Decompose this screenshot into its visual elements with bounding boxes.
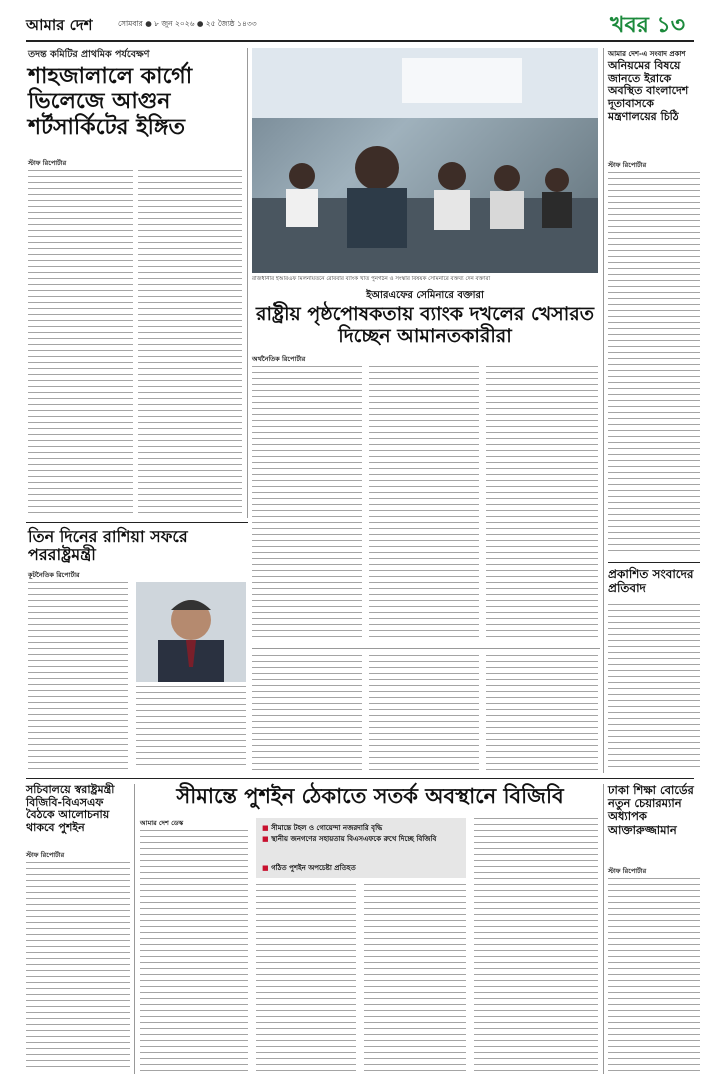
bullet-box: [256, 818, 466, 878]
column-divider: [247, 48, 248, 518]
seminar-photo: [252, 48, 598, 273]
story-rebuttal: [608, 562, 700, 772]
byline: কূটনৈতিক রিপোর্টার: [28, 571, 80, 579]
minister-portrait-art: [136, 582, 246, 682]
byline: স্টাফ রিপোর্টার: [26, 851, 65, 859]
headline: সচিবালয়ে স্বরাষ্ট্রমন্ত্রী বিজিবি-বিএসএফ বৈঠকে আলোচনায় থাকবে পুশইন: [26, 783, 115, 834]
minister-portrait: [136, 582, 246, 682]
bullet-item: [262, 835, 462, 844]
body-text: [608, 878, 700, 1072]
body-text-col-1: [140, 830, 248, 1072]
story-russia-continued: [252, 655, 600, 773]
body-text-col-1: [252, 366, 362, 641]
kicker: ইআরএফের সেমিনারে বক্তারা: [366, 290, 484, 301]
body-text-col-1: [28, 582, 128, 770]
dateline: সোমবার ● ৮ জুন ২০২৬ ● ২৫ জ্যৈষ্ঠ ১৪৩৩: [118, 19, 257, 28]
byline: অর্থনৈতিক রিপোর্টার: [252, 355, 306, 363]
byline: আমার দেশ ডেস্ক: [140, 819, 184, 827]
story-dhaka-board: [608, 784, 700, 1074]
body-text-col-2: [138, 170, 242, 514]
body-text: [608, 604, 700, 770]
story-russia: [26, 528, 248, 773]
byline: স্টাফ রিপোর্টার: [608, 867, 647, 875]
photo-caption: রাজধানীর ইআরএফ মিলনায়তনে রোববার ব্যাংক খাত পুনর্গঠন ও সংস্কার বিষয়ক সেমিনারে বক্তব্য দেন বক্তারা: [252, 276, 491, 282]
body-text: [26, 862, 130, 1072]
divider: [608, 562, 700, 563]
seminar-photo-art: [252, 48, 598, 273]
story-bgb: [140, 784, 600, 1074]
body-text: [608, 172, 700, 554]
bullet-item: [262, 862, 462, 874]
body-text-col-4: [474, 818, 598, 1072]
column-divider: [603, 784, 604, 1074]
story-bank: [252, 48, 600, 643]
body-text-col-3: [486, 655, 598, 773]
body-text-col-2: [369, 655, 479, 773]
body-text-col-1: [252, 655, 362, 773]
headline: সীমান্তে পুশইন ঠেকাতে সতর্ক অবস্থানে বিজিবি: [176, 784, 564, 808]
masthead-divider: [26, 40, 694, 42]
headline: তিন দিনের রাশিয়া সফরে পররাষ্ট্রমন্ত্রী: [28, 527, 188, 565]
paper-name: আমার দেশ: [26, 16, 93, 34]
column-divider: [603, 48, 604, 773]
bullet-marker-icon: ■: [262, 824, 272, 832]
body-text-col-2: [369, 366, 479, 641]
bullet-text: গঠিত পুশইন অপচেষ্টা প্রতিহত: [271, 864, 356, 872]
bullet-item: [262, 822, 462, 834]
byline: স্টাফ রিপোর্টার: [608, 161, 647, 169]
bullet-marker-icon: ■: [262, 835, 272, 843]
story-pushin-side: [26, 784, 130, 1074]
divider: [252, 648, 600, 649]
story-cargo: [26, 48, 244, 518]
headline: রাষ্ট্রীয় পৃষ্ঠপোষকতায় ব্যাংক দখলের খেসারত দিচ্ছেন আমানতকারীরা: [256, 303, 594, 347]
bullet-text: সীমান্তে টহল ও গোয়েন্দা নজরদারি বৃদ্ধি: [271, 824, 383, 832]
column-divider: [134, 784, 135, 1074]
byline: স্টাফ রিপোর্টার: [28, 159, 67, 167]
body-text-col-1: [28, 170, 133, 514]
headline: ঢাকা শিক্ষা বোর্ডের নতুন চেয়ারম্যান অধ্যাপক আক্তারুজ্জামান: [608, 783, 694, 837]
headline: শাহজালালে কার্গো ভিলেজে আগুন শর্টসার্কিটের ইঙ্গিত: [28, 64, 193, 140]
body-text-col-2: [256, 884, 356, 1072]
section-divider: [26, 522, 248, 523]
story-letter: [608, 48, 700, 558]
section-title: খবর ১৩: [610, 13, 686, 38]
bullet-marker-icon: ■: [262, 864, 272, 872]
body-text-col-3: [364, 884, 466, 1072]
masthead: [0, 0, 720, 40]
section-divider: [26, 778, 694, 779]
body-text-col-2: [136, 686, 246, 770]
headline: অনিয়মের বিষয়ে জানতে ইরাকে অবস্থিত বাংলাদেশ দূতাবাসকে মন্ত্রণালয়ের চিঠি: [608, 59, 689, 123]
body-text-col-3: [486, 366, 598, 641]
paper-logo: [26, 14, 93, 39]
kicker: আমার দেশ-এ সংবাদ প্রকাশ: [608, 50, 686, 58]
kicker: তদন্ত কমিটির প্রাথমিক পর্যবেক্ষণ: [28, 49, 150, 60]
bullet-text: স্থানীয় জনগণের সহায়তায় বিএসএফকে রুখে দিচ্ছে বিজিবি: [271, 835, 437, 843]
headline: প্রকাশিত সংবাদের প্রতিবাদ: [608, 567, 694, 595]
